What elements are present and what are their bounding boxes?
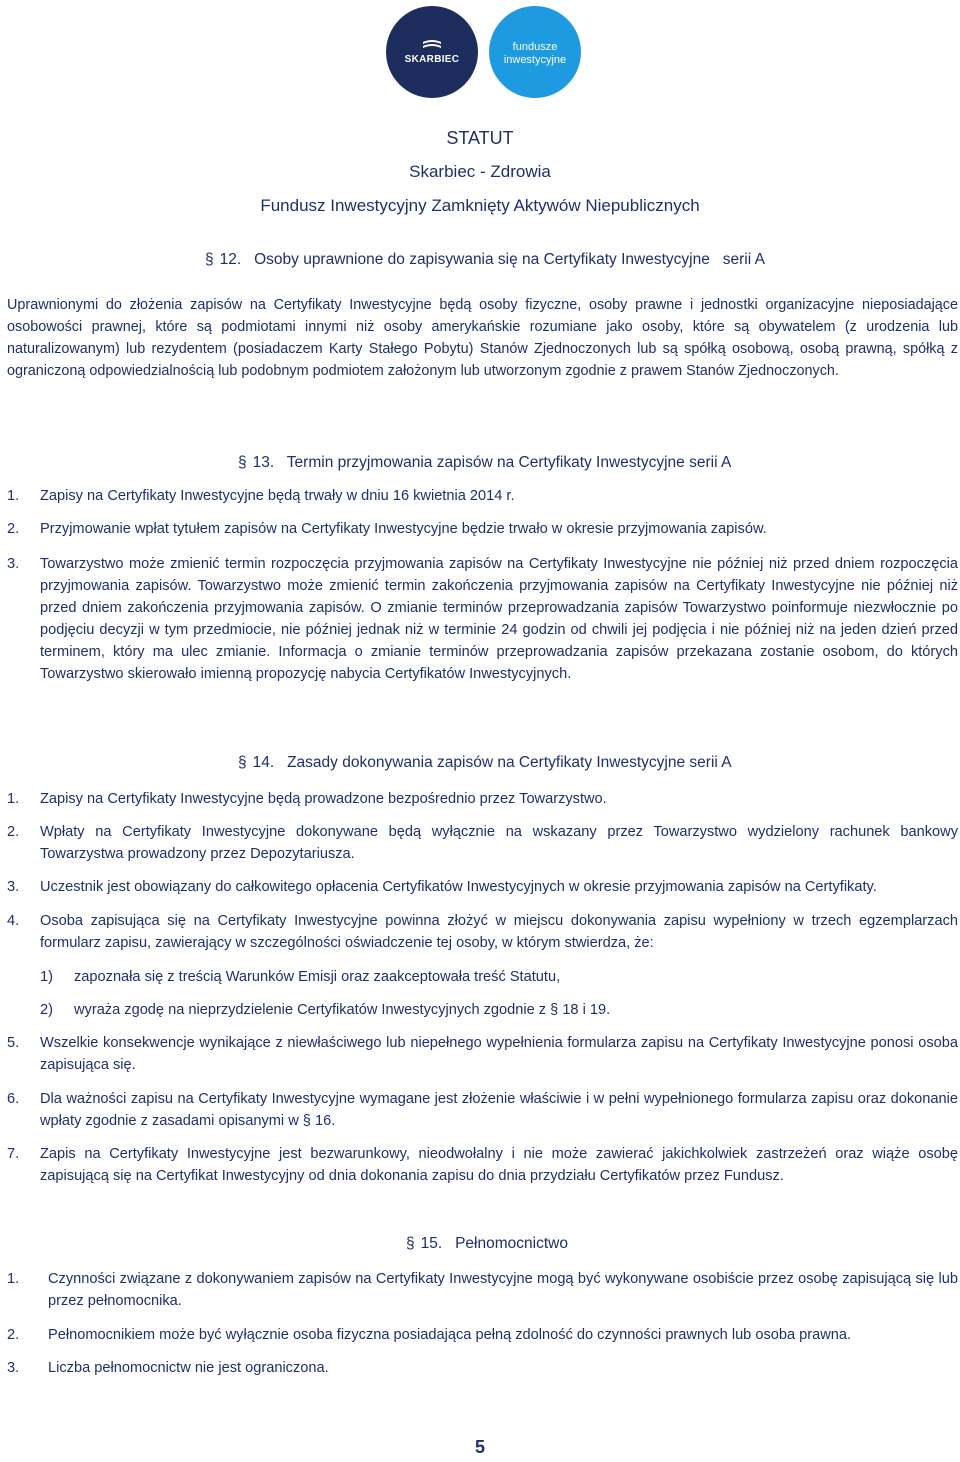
skarbiec-logo [386,6,478,98]
section-13-heading [238,454,731,472]
fund-subtitle: Skarbiec - Zdrowia [409,162,551,181]
section-15-title: 15. Pełnomocnictwo [420,1235,568,1252]
list-item-text: wyraża zgodę na nieprzydzielenie Certyfikatów Inwestycyjnych zgodnie z § 18 i 19. [74,1002,611,1018]
list-item-text: Wszelkie konsekwencje wynikające z niewłaściwego lub niepełnego wypełnienia formularza zapisu na Certyfikaty Inwestycyjne ponosi osoba zapisująca się. [40,1035,958,1073]
list-item-text: Pełnomocnikiem może być wyłącznie osoba fizyczna posiadająca pełną zdolność do czynności prawnych lub osoba prawna. [48,1327,852,1343]
list-item-number: 2. [7,521,20,537]
section-14-title: 14. Zasady dokonywania zapisów na Certyfikaty Inwestycyjne serii A [252,754,732,771]
section-12-title: 12. Osoby uprawnione do zapisywania się na Certyfikaty Inwestycyjne serii A [219,251,765,268]
list-item-number: 6. [7,1091,20,1107]
list-item-text: Wpłaty na Certyfikaty Inwestycyjne dokonywane będą wyłącznie na wskazany przez Towarzystwo wydzielony rachunek bankowy Towarzystwa prowadzony przez Depozytariusza. [40,824,958,862]
fundusze-logo-line2: inwestycyjne [503,54,567,66]
skarbiec-mark-icon [420,39,444,50]
list-item-text: Uczestnik jest obowiązany do całkowitego opłacenia Certyfikatów Inwestycyjnych w okresie przyjmowania zapisów na Certyfikaty. [40,879,877,895]
list-item-text: Dla ważności zapisu na Certyfikaty Inwestycyjne wymagane jest złożenie właściwie i w pełni wypełnionego formularza zapisu oraz dokonanie wpłaty zgodnie z zasadami opisanymi w § 16. [40,1091,958,1129]
document-title: STATUT [446,128,514,148]
list-item-number: 1. [7,791,20,807]
list-item-number: 3. [7,879,20,895]
list-item-text: Zapis na Certyfikaty Inwestycyjne jest bezwarunkowy, nieodwołalny i nie może zawierać jakichkolwiek zastrzeżeń oraz wiąże osobę zapisującą się na Certyfikat Inwestycyjny od dnia dokonania zapisu do dnia przydziału Certyfikatów przez Fundusz. [40,1146,958,1184]
list-item-text: Liczba pełnomocnictw nie jest ograniczona. [48,1360,329,1376]
fundusze-logo-line1: fundusze [512,41,558,53]
list-item-number: 1. [7,488,20,504]
list-item-text: Czynności związane z dokonywaniem zapisów na Certyfikaty Inwestycyjne mogą być wykonywane osobiście przez osobę zapisującą się lub przez pełnomocnika. [48,1271,958,1309]
section-sign: § [238,754,247,771]
section-sign: § [406,1235,415,1252]
skarbiec-logo-text: SKARBIEC [404,54,460,65]
section-15-heading [406,1235,568,1253]
section-14-heading [238,754,732,772]
list-item-text: Zapisy na Certyfikaty Inwestycyjne będą trwały w dniu 16 kwietnia 2014 r. [40,488,515,504]
section-13-title: 13. Termin przyjmowania zapisów na Certyfikaty Inwestycyjne serii A [252,454,732,471]
list-item-text: Towarzystwo może zmienić termin rozpoczęcia przyjmowania zapisów na Certyfikaty Inwestycyjne nie później niż przed dniem rozpoczęcia przyjmowania zapisów. Towarzystwo może zmienić termin zakończenia przyjmowania zapisów na Certyfikaty Inwestycyjne nie później niż przed dniem zakończenia przyjmowania zapisów. O zmianie terminów przeprowadzania zapisów Towarzystwo poinformuje niezwłocznie po podjęciu decyzji w tym przedmiocie, nie później jednak niż w terminie 24 godzin od chwili jej podjęcia i nie później niż na jeden dzień przed terminem, który ma ulec zmianie. Informacja o zmianie terminów przeprowadzania zapisów przekazana zostanie osobom, do których Towarzystwo skierowało imienną propozycję nabycia Certyfikatów Inwestycyjnych. [40,556,958,682]
list-item-number: 2) [40,1002,53,1018]
list-item-number: 5. [7,1035,20,1051]
list-item-text: Przyjmowanie wpłat tytułem zapisów na Certyfikaty Inwestycyjne będzie trwało w okresie przyjmowania zapisów. [40,521,767,537]
list-item-text: Osoba zapisująca się na Certyfikaty Inwestycyjne powinna złożyć w miejscu dokonywania zapisu wypełniony w trzech egzemplarzach formularz zapisu, zawierający w szczególności oświadczenie tej osoby, w którym stwierdza, że: [40,913,958,951]
logo-bar [0,6,960,98]
section-sign: § [238,454,247,471]
list-item-number: 2. [7,1327,20,1343]
list-item-number: 1) [40,969,53,985]
list-item-number: 1. [7,1271,20,1287]
list-item-number: 3. [7,556,20,572]
list-item-number: 4. [7,913,20,929]
page-number: 5 [474,1437,485,1457]
fund-name: Fundusz Inwestycyjny Zamknięty Aktywów Niepublicznych [260,196,700,215]
section-12-paragraph: Uprawnionymi do złożenia zapisów na Certyfikaty Inwestycyjne będą osoby fizyczne, osoby prawne i jednostki organizacyjne nieposiadające osobowości prawnej, które są podmiotami innymi niż osoby amerykańskie rozumiane jako osoby, które są obywatelem (z urodzenia lub naturalizowanym) lub rezydentem (posiadaczem Karty Stałego Pobytu) Stanów Zjednoczonych lub są spółką osobową, osobą prawną, spółką z ograniczoną odpowiedzialnością lub podobnym podmiotem założonym lub utworzonym zgodnie z prawem Stanów Zjednoczonych. [7,297,958,379]
list-item-text: zapoznała się z treścią Warunków Emisji oraz zaakceptowała treść Statutu, [74,969,561,985]
section-sign: § [205,251,214,268]
section-12-heading [205,251,765,269]
list-item-number: 2. [7,824,20,840]
list-item-text: Zapisy na Certyfikaty Inwestycyjne będą prowadzone bezpośrednio przez Towarzystwo. [40,791,607,807]
list-item-number: 3. [7,1360,20,1376]
list-item-number: 7. [7,1146,20,1162]
fundusze-logo [489,6,581,98]
